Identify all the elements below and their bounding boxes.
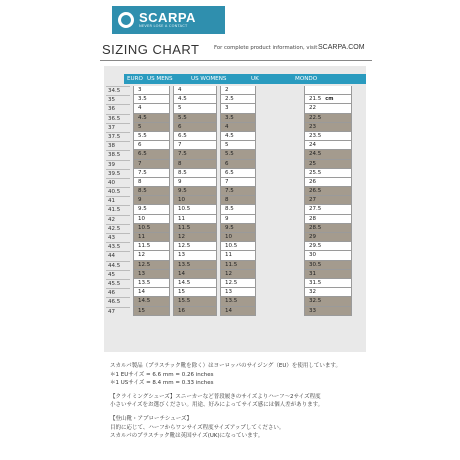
us-womens-cell-text: 12.5: [178, 243, 191, 250]
table-row: [106, 178, 366, 187]
us-mens-cell-text: 8: [138, 178, 142, 185]
table-row: [106, 297, 366, 306]
us-mens-cell: [133, 141, 170, 150]
us-womens-cell-text: 15.5: [178, 298, 191, 305]
mondo-cell: [304, 279, 352, 288]
note-line: スカルパ製品（プラスチック靴を除く）はヨーロッパのサイジング（EU）を使用しています。: [110, 363, 341, 369]
notes: [110, 362, 380, 441]
us-womens-cell-text: 7.5: [178, 151, 187, 158]
uk-cell: [220, 114, 256, 123]
table-row: [106, 104, 366, 113]
uk-cell-text: 14: [225, 307, 232, 314]
mondo-cell-text: 29: [309, 234, 316, 240]
us-womens-cell-text: 5: [178, 105, 182, 112]
brand-logo: [112, 6, 225, 34]
mondo-cell: [304, 270, 352, 279]
uk-cell: [220, 205, 256, 214]
uk-cell-text: 3: [225, 105, 229, 112]
us-mens-cell: [133, 205, 170, 214]
us-womens-cell: [173, 104, 217, 113]
us-mens-cell-text: 9: [138, 197, 142, 204]
us-womens-cell: [173, 86, 217, 95]
euro-cell: [106, 123, 130, 132]
us-mens-cell-text: 5: [138, 123, 142, 130]
note-climbing-heading: 【クライミングシューズ】スニーカーなど普段履きのサイズよりハーフ〜2サイズ程度: [110, 393, 321, 400]
us-mens-cell-text: 14.5: [138, 298, 151, 305]
us-womens-cell: [173, 141, 217, 150]
euro-cell-text: 41: [108, 198, 115, 205]
mondo-cell: [304, 95, 352, 104]
uk-cell-text: 6.5: [225, 169, 234, 176]
euro-cell: [106, 270, 130, 279]
mondo-cell: [304, 196, 352, 205]
mondo-cell-text: 26: [309, 178, 316, 185]
us-womens-cell: [173, 205, 217, 214]
table-row: [106, 270, 366, 279]
us-womens-cell: [173, 224, 217, 233]
mondo-cell: [304, 251, 352, 260]
mondo-cell-text: 22.5: [309, 114, 322, 121]
uk-cell: [220, 279, 256, 288]
us-womens-cell-text: 14: [178, 270, 185, 277]
us-mens-cell: [133, 123, 170, 132]
uk-cell-text: 9: [225, 215, 229, 222]
us-womens-cell: [173, 270, 217, 279]
mondo-cell: [304, 297, 352, 306]
us-mens-cell: [133, 270, 170, 279]
us-mens-cell-text: 7.5: [138, 169, 147, 176]
euro-cell: [106, 114, 130, 123]
uk-cell-text: 7: [225, 178, 229, 185]
mondo-cell: [304, 242, 352, 251]
header-mondo: MONDO: [295, 76, 318, 82]
uk-cell: [220, 270, 256, 279]
uk-cell-text: 3.5: [225, 114, 234, 121]
euro-cell-text: 45.5: [108, 280, 121, 287]
us-mens-cell-text: 4.5: [138, 114, 147, 121]
us-mens-cell: [133, 215, 170, 224]
mondo-cell-text: 30.5: [309, 261, 322, 268]
euro-cell: [106, 196, 130, 205]
euro-cell-text: 39: [108, 161, 115, 168]
us-mens-cell: [133, 114, 170, 123]
mondo-cell-text: 27: [309, 197, 316, 204]
us-womens-cell-text: 11.5: [178, 224, 191, 231]
us-womens-cell-text: 6: [178, 123, 182, 130]
euro-cell: [106, 160, 130, 169]
mondo-cell-text: 26.5: [309, 188, 322, 195]
uk-cell: [220, 132, 256, 141]
uk-cell-text: 8: [225, 197, 229, 204]
euro-cell-text: 43.5: [108, 244, 121, 251]
euro-cell-text: 47: [108, 308, 115, 315]
note-line: スカルパのプラスチック靴は英国サイズ(UK)になっています。: [110, 433, 264, 440]
euro-cell-text: 35: [108, 97, 115, 104]
us-womens-cell-text: 6.5: [178, 132, 187, 139]
uk-cell: [220, 242, 256, 251]
table-row: [106, 279, 366, 288]
euro-cell-text: 44.5: [108, 262, 121, 269]
euro-cell: [106, 288, 130, 297]
table-row: [106, 160, 366, 169]
us-womens-cell: [173, 279, 217, 288]
us-mens-cell: [133, 86, 170, 95]
us-mens-cell: [133, 95, 170, 104]
us-womens-cell-text: 13.5: [178, 261, 191, 268]
uk-cell: [220, 86, 256, 95]
us-womens-cell: [173, 114, 217, 123]
uk-cell: [220, 297, 256, 306]
us-mens-cell-text: 9.5: [138, 206, 147, 213]
page-title: SIZING CHART: [102, 42, 200, 57]
mondo-unit: cm: [325, 96, 334, 103]
us-mens-cell-text: 8.5: [138, 188, 147, 195]
uk-cell-text: 8.5: [225, 206, 234, 213]
mondo-cell-text: 21.5: [309, 96, 322, 103]
us-mens-cell-text: 3.5: [138, 96, 147, 103]
uk-cell-text: 9.5: [225, 224, 234, 231]
euro-cell-text: 36: [108, 106, 115, 113]
mondo-cell: [304, 215, 352, 224]
uk-cell: [220, 288, 256, 297]
us-womens-cell: [173, 169, 217, 178]
size-table: [106, 86, 366, 316]
mondo-cell-text: 32: [309, 289, 316, 296]
table-row: [106, 224, 366, 233]
us-mens-cell-text: 13: [138, 270, 145, 277]
euro-cell-text: 46.5: [108, 299, 121, 306]
mondo-cell-text: 22: [309, 105, 316, 112]
mondo-cell-text: 27.5: [309, 206, 322, 213]
uk-cell: [220, 178, 256, 187]
us-womens-cell: [173, 132, 217, 141]
us-womens-cell-text: 15: [178, 289, 185, 296]
uk-cell-text: 13: [225, 289, 232, 296]
mondo-cell-text: 23.5: [309, 132, 322, 139]
table-row: [106, 307, 366, 316]
us-womens-cell-text: 8: [178, 160, 182, 167]
uk-cell-text: 12.5: [225, 279, 238, 286]
brand-name: SCARPA: [139, 10, 196, 26]
table-row: [106, 233, 366, 242]
mondo-cell: [304, 187, 352, 196]
euro-cell: [106, 150, 130, 159]
mondo-cell-text: 31.5: [309, 279, 322, 286]
mondo-cell: [304, 150, 352, 159]
euro-cell-text: 43: [108, 235, 115, 241]
uk-cell: [220, 187, 256, 196]
uk-cell-text: 2: [225, 87, 229, 93]
euro-cell-text: 38.5: [108, 152, 121, 159]
mondo-cell: [304, 233, 352, 242]
uk-cell-text: 7.5: [225, 188, 234, 195]
us-mens-cell: [133, 288, 170, 297]
uk-cell-text: 4: [225, 123, 229, 130]
table-row: [106, 123, 366, 132]
euro-cell-text: 37.5: [108, 133, 121, 140]
us-mens-cell: [133, 104, 170, 113]
euro-cell: [106, 297, 130, 306]
note-line: 小さいサイズをお選びください。用途、好みによってサイズ感には個人差があります。: [110, 402, 324, 409]
us-womens-cell: [173, 160, 217, 169]
euro-cell: [106, 205, 130, 214]
table-row: [106, 141, 366, 150]
euro-cell-text: 37: [108, 124, 115, 131]
us-womens-cell-text: 12: [178, 234, 185, 240]
mondo-cell: [304, 169, 352, 178]
euro-cell: [106, 178, 130, 187]
uk-cell: [220, 123, 256, 132]
us-mens-cell-text: 4: [138, 105, 142, 112]
uk-cell: [220, 261, 256, 270]
us-mens-cell: [133, 233, 170, 242]
uk-cell: [220, 160, 256, 169]
us-mens-cell-text: 11.5: [138, 243, 151, 250]
us-mens-cell-text: 13.5: [138, 279, 151, 286]
mondo-cell: [304, 224, 352, 233]
us-mens-cell-text: 15: [138, 307, 145, 314]
euro-cell-text: 42: [108, 216, 115, 223]
euro-cell: [106, 169, 130, 178]
euro-cell: [106, 242, 130, 251]
info-text: For complete product information, visit: [214, 45, 318, 51]
uk-cell: [220, 150, 256, 159]
table-row: [106, 132, 366, 141]
us-mens-cell-text: 3: [138, 87, 142, 93]
us-womens-cell-text: 5.5: [178, 114, 187, 121]
us-mens-cell: [133, 297, 170, 306]
us-mens-cell: [133, 169, 170, 178]
table-row: [106, 86, 366, 95]
mondo-cell-text: 28.5: [309, 224, 322, 231]
us-mens-cell-text: 10: [138, 215, 145, 222]
euro-cell-text: 45: [108, 271, 115, 278]
us-womens-cell-text: 10: [178, 197, 185, 204]
euro-cell-text: 41.5: [108, 207, 121, 214]
us-mens-cell-text: 7: [138, 160, 142, 167]
euro-cell: [106, 132, 130, 141]
euro-cell-text: 44: [108, 253, 115, 260]
us-mens-cell-text: 14: [138, 289, 145, 296]
table-row: [106, 196, 366, 205]
mondo-cell: [304, 123, 352, 132]
us-mens-cell-text: 12.5: [138, 261, 151, 268]
uk-cell-text: 5.5: [225, 151, 234, 158]
mondo-cell: [304, 178, 352, 187]
euro-cell: [106, 233, 130, 242]
mondo-cell-text: 28: [309, 215, 316, 222]
euro-cell-text: 36.5: [108, 115, 121, 122]
euro-cell-text: 42.5: [108, 225, 121, 232]
mondo-cell-text: 31: [309, 270, 316, 277]
header-uk: UK: [251, 76, 259, 82]
mondo-cell: [304, 288, 352, 297]
uk-cell-text: 11: [225, 252, 232, 259]
us-mens-cell: [133, 132, 170, 141]
us-womens-cell-text: 8.5: [178, 169, 187, 176]
us-womens-cell-text: 9.5: [178, 188, 187, 195]
us-mens-cell: [133, 261, 170, 270]
us-womens-cell: [173, 95, 217, 104]
mondo-cell: [304, 261, 352, 270]
mondo-cell-text: 24.5: [309, 151, 322, 158]
euro-cell-text: 38: [108, 143, 115, 150]
title-divider: [100, 60, 372, 61]
uk-cell: [220, 307, 256, 316]
euro-cell: [106, 279, 130, 288]
euro-cell: [106, 187, 130, 196]
note-us-conversion: ＊1 USサイズ = 8.4 mm = 0.33 inches: [110, 380, 214, 387]
mondo-cell: [304, 141, 352, 150]
mondo-cell: [304, 86, 352, 95]
euro-cell: [106, 261, 130, 270]
us-mens-cell-text: 5.5: [138, 132, 147, 139]
uk-cell: [220, 169, 256, 178]
uk-cell: [220, 196, 256, 205]
mondo-cell: [304, 307, 352, 316]
uk-cell: [220, 215, 256, 224]
us-mens-cell: [133, 307, 170, 316]
euro-cell: [106, 215, 130, 224]
uk-cell: [220, 141, 256, 150]
mondo-cell-text: 24: [309, 142, 316, 149]
uk-cell-text: 12: [225, 270, 232, 277]
mondo-cell-text: 25: [309, 160, 316, 167]
uk-cell-text: 13.5: [225, 298, 238, 305]
us-womens-cell-text: 4: [178, 87, 182, 93]
mondo-cell-text: 25.5: [309, 169, 322, 176]
table-row: [106, 187, 366, 196]
logo-mark-icon: [118, 12, 134, 28]
us-womens-cell: [173, 233, 217, 242]
uk-cell-text: 4.5: [225, 132, 234, 139]
us-womens-cell: [173, 215, 217, 224]
us-womens-cell: [173, 187, 217, 196]
table-row: [106, 251, 366, 260]
table-row: [106, 261, 366, 270]
uk-cell: [220, 104, 256, 113]
mondo-cell: [304, 160, 352, 169]
us-womens-cell: [173, 196, 217, 205]
note-line: 目的に応じて、ハーフからワンサイズ程度サイズアップしてください。: [110, 424, 285, 431]
us-womens-cell-text: 10.5: [178, 206, 191, 213]
euro-cell: [106, 307, 130, 316]
us-mens-cell-text: 6.5: [138, 151, 147, 158]
us-womens-cell: [173, 297, 217, 306]
uk-cell-text: 10: [225, 234, 232, 240]
us-mens-cell: [133, 279, 170, 288]
us-womens-cell: [173, 307, 217, 316]
mondo-cell: [304, 205, 352, 214]
euro-cell: [106, 224, 130, 233]
us-womens-cell: [173, 242, 217, 251]
header-euro: EURO: [127, 76, 143, 82]
note-eu-conversion: ＊1 EUサイズ = 6.6 mm = 0.26 inches: [110, 371, 214, 378]
us-womens-cell-text: 14.5: [178, 279, 191, 286]
us-womens-cell: [173, 261, 217, 270]
euro-cell-text: 40.5: [108, 189, 121, 196]
uk-cell: [220, 233, 256, 242]
uk-cell-text: 6: [225, 160, 229, 167]
us-mens-cell: [133, 187, 170, 196]
us-mens-cell-text: 10.5: [138, 224, 151, 231]
us-womens-cell: [173, 123, 217, 132]
table-row: [106, 215, 366, 224]
mondo-cell-text: 29.5: [309, 243, 322, 250]
uk-cell: [220, 251, 256, 260]
us-mens-cell-text: 12: [138, 252, 145, 259]
uk-cell-text: 2.5: [225, 96, 234, 103]
us-womens-cell: [173, 288, 217, 297]
us-womens-cell-text: 9: [178, 178, 182, 185]
us-womens-cell: [173, 178, 217, 187]
euro-cell: [106, 86, 130, 95]
header-us-mens: US MENS: [147, 76, 173, 82]
us-mens-cell-text: 11: [138, 234, 145, 240]
euro-cell: [106, 251, 130, 260]
euro-cell-text: 46: [108, 290, 115, 297]
us-mens-cell: [133, 196, 170, 205]
site-link[interactable]: SCARPA.COM: [318, 44, 365, 51]
mondo-cell: [304, 114, 352, 123]
mondo-cell: [304, 132, 352, 141]
euro-cell-text: 40: [108, 179, 115, 186]
brand-tagline: NEVER LOSE A CONTACT: [139, 24, 188, 29]
euro-cell: [106, 95, 130, 104]
us-mens-cell-text: 6: [138, 142, 142, 149]
us-womens-cell-text: 11: [178, 215, 185, 222]
uk-cell-text: 5: [225, 142, 229, 149]
us-mens-cell: [133, 150, 170, 159]
mondo-cell-text: 23: [309, 123, 316, 130]
us-womens-cell-text: 16: [178, 307, 185, 314]
euro-cell: [106, 104, 130, 113]
us-mens-cell: [133, 251, 170, 260]
uk-cell: [220, 95, 256, 104]
table-row: [106, 205, 366, 214]
euro-cell-text: 39.5: [108, 170, 121, 177]
mondo-cell: [304, 104, 352, 113]
uk-cell-text: 10.5: [225, 243, 238, 250]
us-womens-cell-text: 4.5: [178, 96, 187, 103]
table-row: [106, 114, 366, 123]
us-womens-cell: [173, 251, 217, 260]
mondo-cell-text: 32.5: [309, 298, 322, 305]
table-row: [106, 169, 366, 178]
us-mens-cell: [133, 160, 170, 169]
header-us-womens: US WOMENS: [191, 76, 227, 82]
mondo-cell-text: 33: [309, 307, 316, 314]
us-womens-cell: [173, 150, 217, 159]
uk-cell: [220, 224, 256, 233]
euro-cell: [106, 141, 130, 150]
mondo-cell-text: 30: [309, 252, 316, 259]
table-header: [124, 74, 366, 84]
table-row: [106, 288, 366, 297]
us-mens-cell: [133, 178, 170, 187]
us-womens-cell-text: 7: [178, 142, 182, 149]
uk-cell-text: 11.5: [225, 261, 238, 268]
note-boots-heading: 【登山靴・アプローチシューズ】: [110, 415, 193, 422]
table-row: [106, 242, 366, 251]
table-row: [106, 95, 366, 104]
us-womens-cell-text: 13: [178, 252, 185, 259]
euro-cell-text: 34.5: [108, 88, 121, 94]
us-mens-cell: [133, 242, 170, 251]
table-row: [106, 150, 366, 159]
us-mens-cell: [133, 224, 170, 233]
